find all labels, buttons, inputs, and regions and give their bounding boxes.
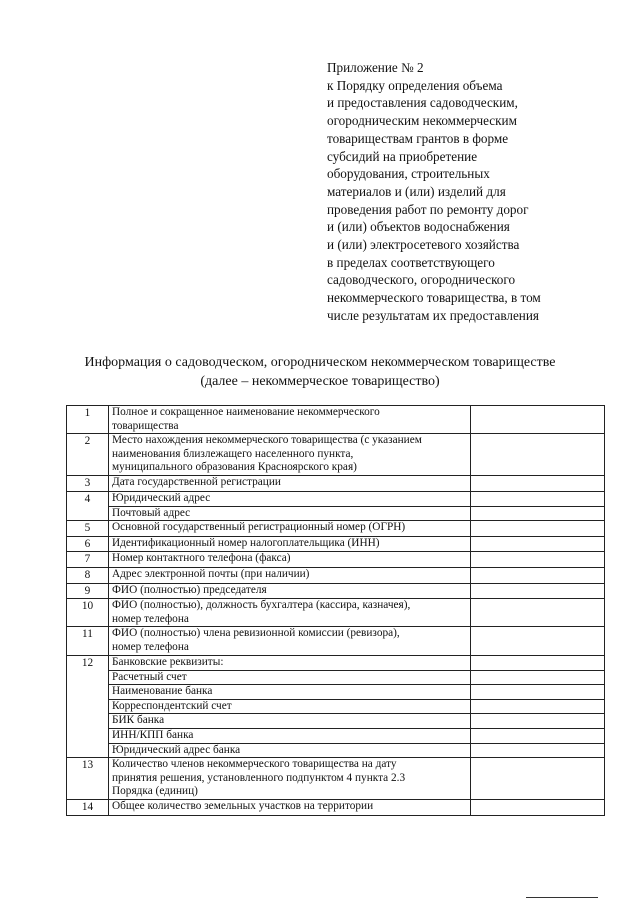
row-label — [109, 699, 471, 714]
row-value-field[interactable] — [471, 714, 605, 729]
row-value-field[interactable] — [471, 599, 605, 627]
row-label-line: Основной государственный регистрационный номер (ОГРН) — [112, 521, 406, 534]
row-label-line: Общее количество земельных участков на территории — [112, 800, 374, 813]
row-label-line: ИНН/КПП банка — [112, 729, 194, 742]
row-label — [109, 552, 471, 568]
row-number: 4 — [67, 491, 109, 506]
appendix-line: в пределах соответствующего — [327, 254, 495, 270]
row-number — [67, 714, 109, 729]
row-number — [67, 685, 109, 700]
row-value-field[interactable] — [471, 800, 605, 816]
appendix-line: материалов и (или) изделий для — [327, 183, 506, 199]
row-label-line: Расчетный счет — [112, 670, 187, 683]
row-label — [109, 655, 471, 670]
table-row — [67, 568, 605, 584]
table-row — [67, 758, 605, 800]
appendix-line: проведения работ по ремонту дорог — [327, 201, 529, 217]
table-row — [67, 670, 605, 685]
row-label — [109, 685, 471, 700]
table-row — [67, 685, 605, 700]
row-label-line: БИК банка — [112, 714, 165, 727]
row-value-field[interactable] — [471, 627, 605, 655]
heading-subtitle: (далее – некоммерческое товарищество) — [200, 374, 440, 389]
row-number: 13 — [67, 758, 109, 800]
row-value-field[interactable] — [471, 552, 605, 568]
row-label-line: принятия решения, установленного подпунктом 4 пункта 2.3 — [112, 771, 406, 784]
row-value-field[interactable] — [471, 670, 605, 685]
row-label-line: Место нахождения некоммерческого товарищества (с указанием — [112, 434, 422, 447]
table-row — [67, 729, 605, 744]
row-label-line: Юридический адрес — [112, 491, 211, 504]
appendix-line: товариществам грантов в форме — [327, 130, 509, 146]
row-label-line: номер телефона — [112, 612, 189, 625]
row-label — [109, 627, 471, 655]
table-row — [67, 743, 605, 758]
appendix-line: Приложение № 2 — [327, 60, 424, 75]
table-row — [67, 506, 605, 521]
row-label-line: Почтовый адрес — [112, 506, 191, 519]
table-row — [67, 434, 605, 476]
row-label-line: Номер контактного телефона (факса) — [112, 552, 291, 565]
row-label — [109, 743, 471, 758]
row-label-line: номер телефона — [112, 641, 189, 653]
row-value-field[interactable] — [471, 685, 605, 700]
row-label — [109, 714, 471, 729]
row-label — [109, 583, 471, 599]
table-row — [67, 521, 605, 537]
row-value-field[interactable] — [471, 583, 605, 599]
appendix-line: и (или) электросетевого хозяйства — [327, 237, 520, 253]
row-label-line: муниципального образования Красноярского края) — [112, 461, 357, 474]
row-number — [67, 699, 109, 714]
appendix-line: и (или) объектов водоснабжения — [327, 219, 510, 235]
row-number — [67, 729, 109, 744]
row-value-field[interactable] — [471, 699, 605, 714]
row-number: 14 — [67, 800, 109, 816]
row-number: 12 — [67, 655, 109, 670]
row-number: 11 — [67, 627, 109, 655]
row-label — [109, 406, 471, 434]
table-row — [67, 552, 605, 568]
row-label-line: Наименование банка — [112, 685, 213, 698]
row-value-field[interactable] — [471, 536, 605, 552]
table-row — [67, 491, 605, 506]
row-number: 9 — [67, 583, 109, 599]
row-value-field[interactable] — [471, 568, 605, 584]
row-number — [67, 506, 109, 521]
table-row — [67, 536, 605, 552]
row-label — [109, 475, 471, 491]
row-label-line: Порядка (единиц) — [112, 785, 198, 798]
row-number: 8 — [67, 568, 109, 584]
row-label-line: ФИО (полностью), должность бухгалтера (кассира, казначея), — [112, 599, 411, 612]
row-value-field[interactable] — [471, 506, 605, 521]
table-row — [67, 583, 605, 599]
row-label-line: Банковские реквизиты: — [112, 655, 224, 668]
table-row — [67, 627, 605, 655]
row-label — [109, 491, 471, 506]
row-label-line: Идентификационный номер налогоплательщика (ИНН) — [112, 536, 380, 549]
table-row — [67, 655, 605, 670]
appendix-line: субсидий на приобретение — [327, 148, 478, 164]
row-number: 1 — [67, 406, 109, 434]
row-value-field[interactable] — [471, 434, 605, 476]
row-label-line: Дата государственной регистрации — [112, 475, 281, 488]
row-value-field[interactable] — [471, 743, 605, 758]
row-label-line: ФИО (полностью) председателя — [112, 583, 267, 596]
heading-title: Информация о садоводческом, огородническом некоммерческом товариществе — [84, 355, 556, 370]
row-label — [109, 568, 471, 584]
row-label — [109, 521, 471, 537]
row-label — [109, 729, 471, 744]
row-value-field[interactable] — [471, 758, 605, 800]
row-value-field[interactable] — [471, 655, 605, 670]
row-label-line: Количество членов некоммерческого товарищества на дату — [112, 758, 397, 771]
row-label-line: ФИО (полностью) члена ревизионной комиссии (ревизора), — [112, 627, 400, 640]
row-number — [67, 743, 109, 758]
row-label — [109, 536, 471, 552]
table-row — [67, 406, 605, 434]
row-label-line: Адрес электронной почты (при наличии) — [112, 568, 310, 581]
table-row — [67, 475, 605, 491]
table-row — [67, 714, 605, 729]
row-number: 6 — [67, 536, 109, 552]
row-value-field[interactable] — [471, 406, 605, 434]
appendix-line: и предоставления садоводческим, — [327, 95, 518, 111]
appendix-line: некоммерческого товарищества, в том — [327, 290, 541, 306]
table-row — [67, 599, 605, 627]
row-number: 7 — [67, 552, 109, 568]
table-row — [67, 800, 605, 816]
row-number: 3 — [67, 475, 109, 491]
row-label-line: товарищества — [112, 419, 179, 432]
row-label — [109, 434, 471, 476]
row-label-line: наименования близлежащего населенного пункта, — [112, 447, 354, 460]
row-label-line: Юридический адрес банка — [112, 743, 241, 756]
appendix-line: к Порядку определения объема — [327, 77, 503, 93]
row-value-field[interactable] — [471, 729, 605, 744]
row-value-field[interactable] — [471, 475, 605, 491]
row-label-line: Полное и сокращенное наименование некоммерческого — [112, 406, 380, 418]
row-label — [109, 599, 471, 627]
page-bottom-rule — [526, 897, 598, 898]
info-table-body — [67, 406, 605, 816]
row-value-field[interactable] — [471, 521, 605, 537]
appendix-line: числе результатам их предоставления — [327, 307, 539, 323]
appendix-line: садоводческого, огороднического — [327, 272, 516, 288]
info-table — [66, 405, 605, 816]
appendix-line: огородническим некоммерческим — [327, 113, 517, 129]
row-number — [67, 670, 109, 685]
row-label — [109, 506, 471, 521]
row-number: 10 — [67, 599, 109, 627]
row-label — [109, 758, 471, 800]
document-heading — [40, 353, 600, 391]
appendix-header — [327, 59, 627, 325]
row-label-line: Корреспондентский счет — [112, 699, 232, 712]
row-label — [109, 670, 471, 685]
row-number: 5 — [67, 521, 109, 537]
appendix-line: оборудования, строительных — [327, 166, 490, 182]
row-value-field[interactable] — [471, 491, 605, 506]
row-number: 2 — [67, 434, 109, 476]
table-row — [67, 699, 605, 714]
row-label — [109, 800, 471, 816]
